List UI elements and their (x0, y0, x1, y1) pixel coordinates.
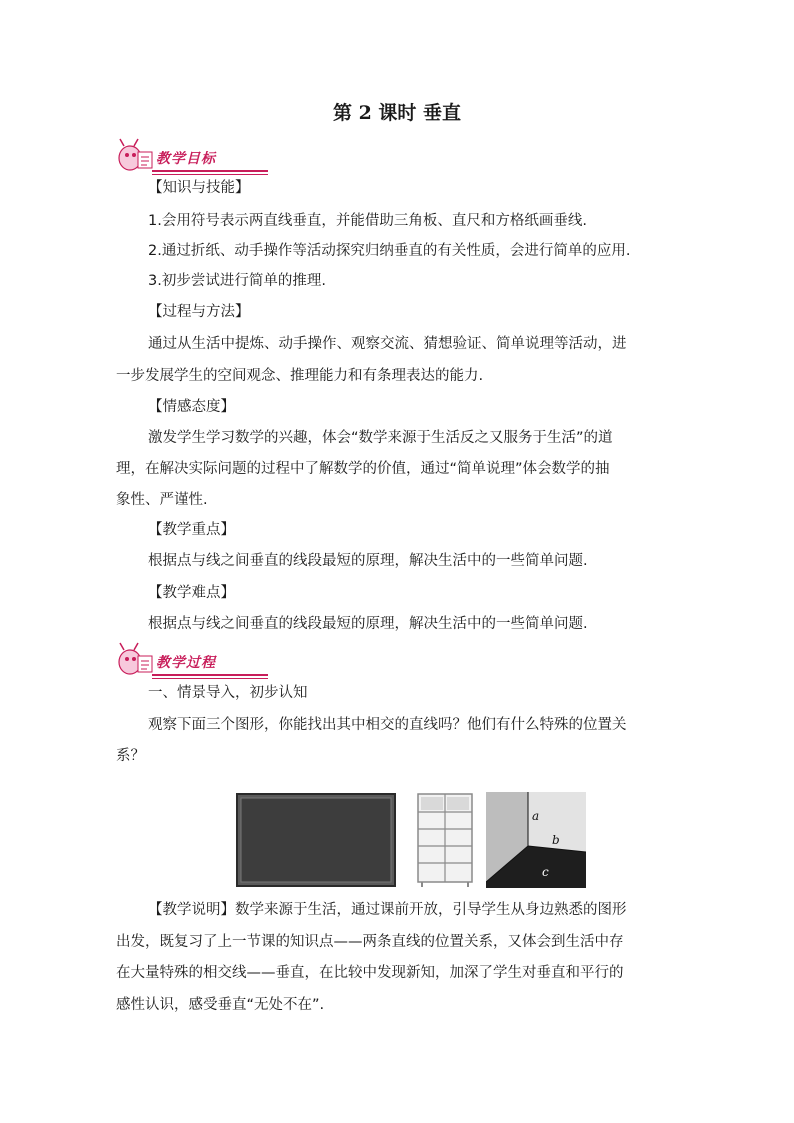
emotion-text-3: 象性、严谨性. (116, 492, 208, 508)
section-underline (152, 174, 268, 175)
section-underline (152, 170, 268, 172)
section-underline (152, 678, 268, 679)
emotion-text-1: 激发学生学习数学的兴趣，体会“数学来源于生活反之又服务于生活”的道 (148, 430, 613, 446)
heading-process: 【过程与方法】 (148, 304, 250, 320)
section-label-goals: 教学目标 (156, 151, 216, 167)
bookshelf-image (416, 792, 474, 888)
line-label-a: a (532, 809, 540, 823)
mascot-icon (116, 642, 156, 678)
knowledge-item-3: 3.初步尝试进行简单的推理. (148, 273, 326, 289)
question-text-1: 观察下面三个图形，你能找出其中相交的直线吗？他们有什么特殊的位置关 (148, 717, 627, 733)
heading-emotion: 【情感态度】 (148, 399, 235, 415)
note-text-2: 出发，既复习了上一节课的知识点——两条直线的位置关系，又体会到生活中存 (116, 934, 624, 950)
question-text-2: 系？ (116, 748, 145, 764)
knowledge-item-1: 1.会用符号表示两直线垂直，并能借助三角板、直尺和方格纸画垂线. (148, 213, 587, 229)
corner-image (486, 792, 586, 888)
section-header-process (116, 642, 266, 678)
emotion-text-2: 理，在解决实际问题的过程中了解数学的价值，通过“简单说理”体会数学的抽 (116, 461, 610, 477)
note-text-1: 【教学说明】数学来源于生活，通过课前开放，引导学生从身边熟悉的图形 (148, 902, 627, 918)
page-title: 第 2 课时 垂直 (332, 102, 462, 124)
process-text-2: 一步发展学生的空间观念、推理能力和有条理表达的能力. (116, 368, 484, 384)
note-text-3: 在大量特殊的相交线——垂直，在比较中发现新知，加深了学生对垂直和平行的 (116, 965, 624, 981)
mascot-icon (116, 138, 156, 174)
knowledge-item-2: 2.通过折纸、动手操作等活动探究归纳垂直的有关性质，会进行简单的应用. (148, 243, 631, 259)
section-label-process: 教学过程 (156, 655, 216, 671)
key-point-text: 根据点与线之间垂直的线段最短的原理，解决生活中的一些简单问题. (148, 553, 588, 569)
process-text-1: 通过从生活中提炼、动手操作、观察交流、猜想验证、简单说理等活动，进 (148, 336, 627, 352)
section-header-goals (116, 138, 266, 174)
line-label-c: c (542, 865, 549, 879)
heading-difficulty: 【教学难点】 (148, 585, 235, 601)
section-underline (152, 674, 268, 676)
figure-row (236, 792, 586, 888)
line-label-b: b (552, 833, 560, 847)
blackboard-image (236, 792, 396, 888)
difficulty-text: 根据点与线之间垂直的线段最短的原理，解决生活中的一些简单问题. (148, 616, 588, 632)
note-text-4: 感性认识，感受垂直“无处不在”. (116, 997, 325, 1013)
heading-key-point: 【教学重点】 (148, 522, 235, 538)
intro-heading: 一、情景导入，初步认知 (148, 685, 308, 701)
heading-knowledge: 【知识与技能】 (148, 180, 250, 196)
